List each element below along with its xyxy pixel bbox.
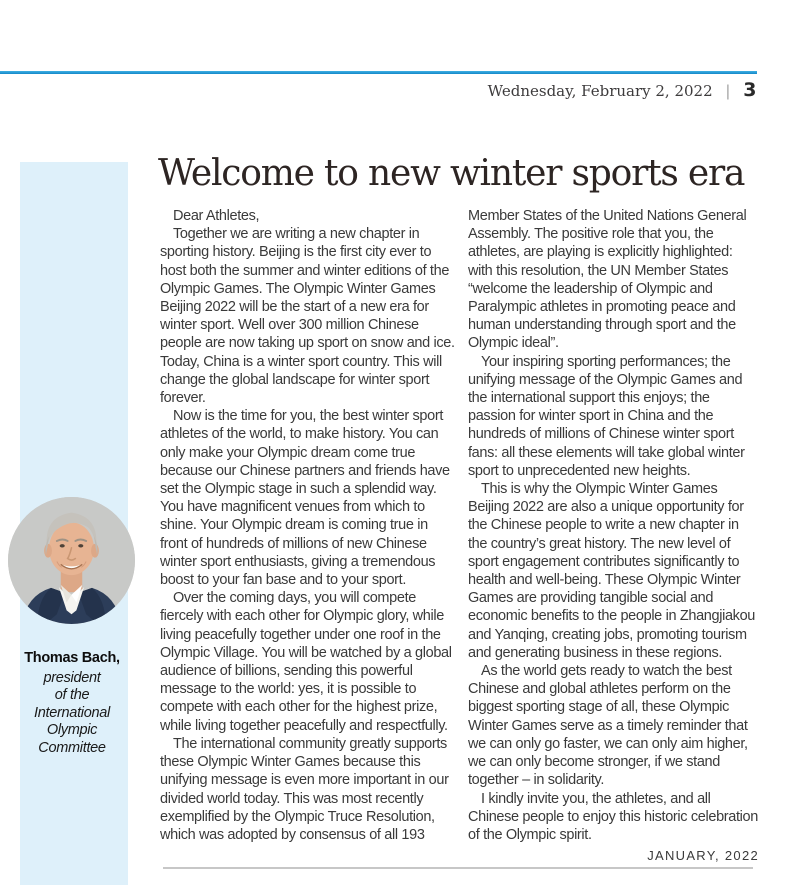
caption-name: Thomas Bach, (24, 650, 120, 666)
signoff-date: JANUARY, 2022 (647, 848, 759, 864)
paragraph: Dear Athletes, (173, 208, 260, 224)
paragraph: Your inspiring sporting performances; the unifying message of the Olympic Games and the international support this enjoys; the passion for winter sport in China and the hundreds of millions of Chinese winter sport fans: all these elements will take global winter sport to unprecedented new heights. (468, 353, 745, 479)
article-headline: Welcome to new winter sports era (158, 153, 745, 194)
body-column-1 (160, 207, 456, 844)
portrait-illustration (8, 497, 135, 624)
paragraph: president (43, 669, 101, 686)
paragraph: Over the coming days, you will compete fiercely with each other for Olympic glory, while living peacefully together under one roof in the Olympic Village. You will be watched by a global audience of billions, sending this powerful message to the world: yes, it is possible to compete with each other for the highest prize, while living together peacefully and respectfully. (160, 590, 452, 734)
paragraph: Now is the time for you, the best winter sport athletes of the world, to make history. You can only make your Olympic dream come true because our Chinese partners and friends have set the Olympic stage in such a splendid way. You have magnificent venues from which to shine. Your Olympic dream is coming true in front of hundreds of millions of new Chinese winter sport enthusiasts, giving a tremendous boost to your fan base and to your sport. (160, 408, 450, 589)
caption-role (6, 670, 138, 758)
paragraph: Together we are writing a new chapter in sporting history. Beijing is the first city ever to host both the summer and winter editions of the Olympic Games. The Olympic Winter Games Beijing 2022 will be the start of a new era for winter sport. Well over 300 million Chinese people are now taking up sport on snow and ice. Today, China is a winter sport country. This will change the global landscape for winter sport forever. (160, 226, 455, 407)
paragraph: This is why the Olympic Winter Games Beijing 2022 are also a unique opportunity for the Chinese people to write a new chapter in the country’s great history. The new level of sport engagement contributes significantly to health and well-being. These Olympic Winter Games are providing tangible social and economic benefits to the people in Zhangjiakou and Yanqing, creating jobs, promoting tourism and generating business in these regions. (468, 481, 755, 661)
body-column-2 (468, 207, 759, 865)
paragraph: Committee (38, 739, 106, 756)
paragraph: International (34, 704, 110, 721)
page-number: 3 (743, 79, 756, 101)
thomas-bach-photo (8, 497, 135, 624)
dateline (300, 79, 756, 101)
bottom-gray-rule (163, 867, 753, 869)
dateline-separator: | (725, 82, 731, 100)
paragraph: Olympic (46, 722, 98, 738)
top-blue-rule (0, 71, 757, 74)
paragraph: The international community greatly supports these Olympic Winter Games because this unifying message is even more important in our divided world today. This was most recently exemplified by the Olympic Truce Resolution, which was adopted by consensus of all 193 (160, 735, 449, 843)
paragraph: Member States of the United Nations General Assembly. The positive role that you, the athletes, are playing is explicitly highlighted: with this resolution, the UN Member States “welcome the leadership of Olympic and Paralympic athletes in promoting peace and human understanding through sport and the Olympic ideal”. (468, 208, 747, 352)
column-2-paragraphs (468, 207, 759, 844)
paragraph: As the world gets ready to watch the best Chinese and global athletes perform on the biggest sporting stage of all, these Olympic Winter Games serve as a timely reminder that we can only go faster, we can only aim higher, we can only become stronger, if we stand together – in solidarity. (468, 663, 748, 789)
photo-caption (6, 650, 138, 757)
date-text: Wednesday, February 2, 2022 (487, 82, 713, 100)
paragraph: of the (54, 687, 90, 703)
paragraph: I kindly invite you, the athletes, and all Chinese people to enjoy this historic celebration of the Olympic spirit. (468, 790, 758, 843)
column-1-paragraphs (160, 207, 456, 844)
